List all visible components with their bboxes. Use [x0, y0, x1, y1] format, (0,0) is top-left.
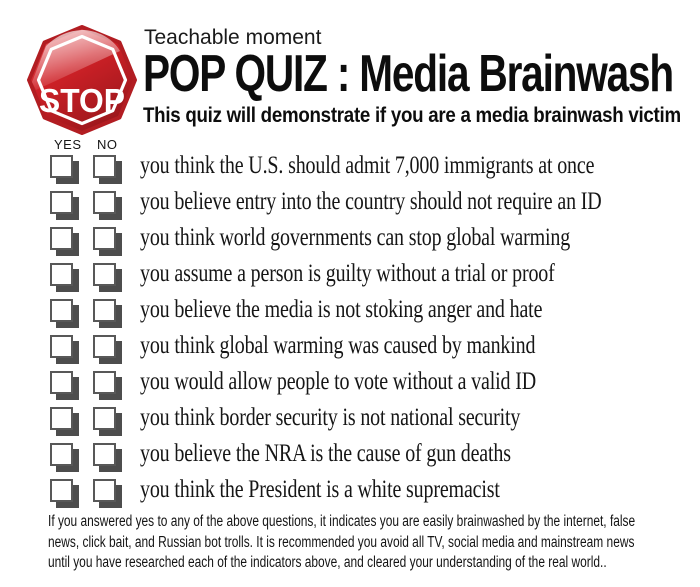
question-text: you believe the NRA is the cause of gun deaths [140, 440, 511, 467]
yes-checkbox[interactable] [50, 299, 73, 322]
kicker-text: Teachable moment [144, 26, 322, 49]
yes-checkbox[interactable] [50, 155, 73, 178]
yes-checkbox[interactable] [50, 443, 73, 466]
no-checkbox[interactable] [93, 227, 116, 250]
quiz-list [0, 150, 700, 510]
yes-checkbox[interactable] [50, 335, 73, 358]
yes-checkbox[interactable] [50, 227, 73, 250]
footer-text-line: news, click bait, and Russian bot trolls. It is recommended you avoid all TV, social media and mainstream news [48, 533, 635, 551]
quiz-row [0, 186, 700, 222]
question-text: you think world governments can stop global warming [140, 224, 571, 251]
no-checkbox[interactable] [93, 263, 116, 286]
question-text: you would allow people to vote without a valid ID [140, 368, 536, 395]
quiz-row [0, 222, 700, 258]
page-subtitle: This quiz will demonstrate if you are a media brainwash victim [143, 103, 681, 127]
quiz-row [0, 366, 700, 402]
footer-text-line: until you have researched each of the indicators above, and cleared your understanding of the real world.. [48, 554, 607, 571]
yes-checkbox[interactable] [50, 407, 73, 430]
no-checkbox[interactable] [93, 299, 116, 322]
question-text: you think global warming was caused by mankind [140, 332, 536, 359]
yes-column-label: YES [54, 137, 82, 152]
question-text: you believe the media is not stoking anger and hate [140, 296, 543, 323]
footer-text-line: If you answered yes to any of the above questions, it indicates you are easily brainwashed by the internet, false [48, 513, 636, 530]
question-text: you assume a person is guilty without a trial or proof [140, 260, 555, 287]
no-checkbox[interactable] [93, 335, 116, 358]
yes-checkbox[interactable] [50, 371, 73, 394]
no-checkbox[interactable] [93, 443, 116, 466]
yes-checkbox[interactable] [50, 191, 73, 214]
quiz-row [0, 330, 700, 366]
quiz-row [0, 402, 700, 438]
question-text: you think the President is a white supremacist [140, 476, 500, 503]
yes-checkbox[interactable] [50, 263, 73, 286]
quiz-row [0, 294, 700, 330]
quiz-row [0, 150, 700, 186]
question-text: you believe entry into the country should not require an ID [140, 188, 602, 215]
stop-sign-label: STOP [39, 82, 125, 119]
no-checkbox[interactable] [93, 479, 116, 502]
stop-sign-icon [26, 24, 138, 136]
no-column-label: NO [97, 137, 118, 152]
yes-checkbox[interactable] [50, 479, 73, 502]
quiz-row [0, 258, 700, 294]
page-title: POP QUIZ : Media Brainwash [143, 45, 674, 103]
no-checkbox[interactable] [93, 371, 116, 394]
question-text: you think border security is not national security [140, 404, 521, 431]
no-checkbox[interactable] [93, 191, 116, 214]
quiz-row [0, 438, 700, 474]
quiz-row [0, 474, 700, 510]
question-text: you think the U.S. should admit 7,000 immigrants at once [140, 152, 595, 179]
no-checkbox[interactable] [93, 155, 116, 178]
no-checkbox[interactable] [93, 407, 116, 430]
footer-disclaimer [48, 512, 688, 574]
